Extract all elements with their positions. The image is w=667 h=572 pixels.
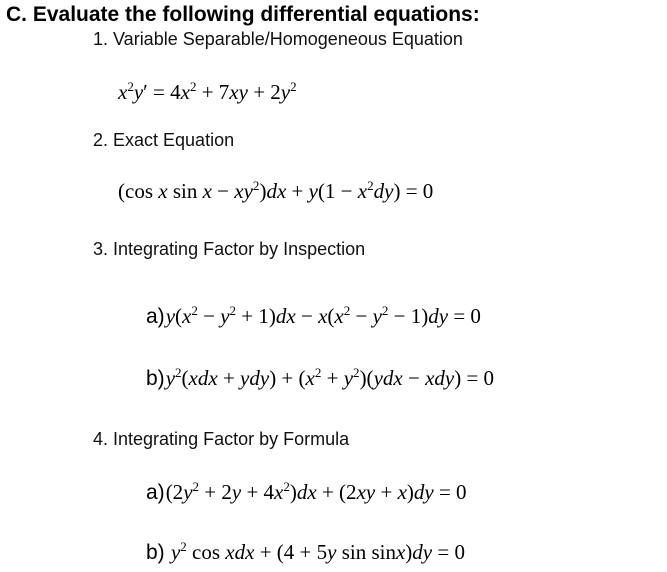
part-label-3a: a): [146, 305, 165, 328]
equation-3a: $a)y(x^2 - y^2 + 1)dx - x(x^2 - y^2 - 1)dy = 0$: [146, 302, 481, 328]
equation-3b: $b)y^2(xdx + ydy) + (x^2 + y^2)(ydx - xdy) = 0$: [146, 364, 495, 390]
item-1-heading: 1. Variable Separable/Homogeneous Equation: [93, 29, 463, 49]
item-3-heading: 3. Integrating Factor by Inspection: [93, 239, 366, 259]
equation-4a: $a)(2y^2 + 2y + 4x^2)dx + (2xy + x)dy = 0$: [146, 478, 467, 504]
equation-4b: b) $y^2$ cos xdx + (4 + 5y sin sinx)dy = 0: [146, 538, 465, 564]
part-label-4b: b): [146, 541, 165, 564]
equation-2: (cos x $\sin x - xy^2)dx + y(1 - x^2dy) = 0$: [118, 177, 434, 203]
section-title: C. Evaluate the following differential equations:: [6, 3, 480, 26]
equation-1: $x^2y' = 4x^2 + 7xy + 2y^2$: [118, 78, 297, 104]
part-label-3b: b): [146, 367, 165, 390]
item-2-heading: 2. Exact Equation: [93, 130, 235, 150]
item-4-heading: 4. Integrating Factor by Formula: [93, 429, 350, 449]
part-label-4a: a): [146, 481, 165, 504]
